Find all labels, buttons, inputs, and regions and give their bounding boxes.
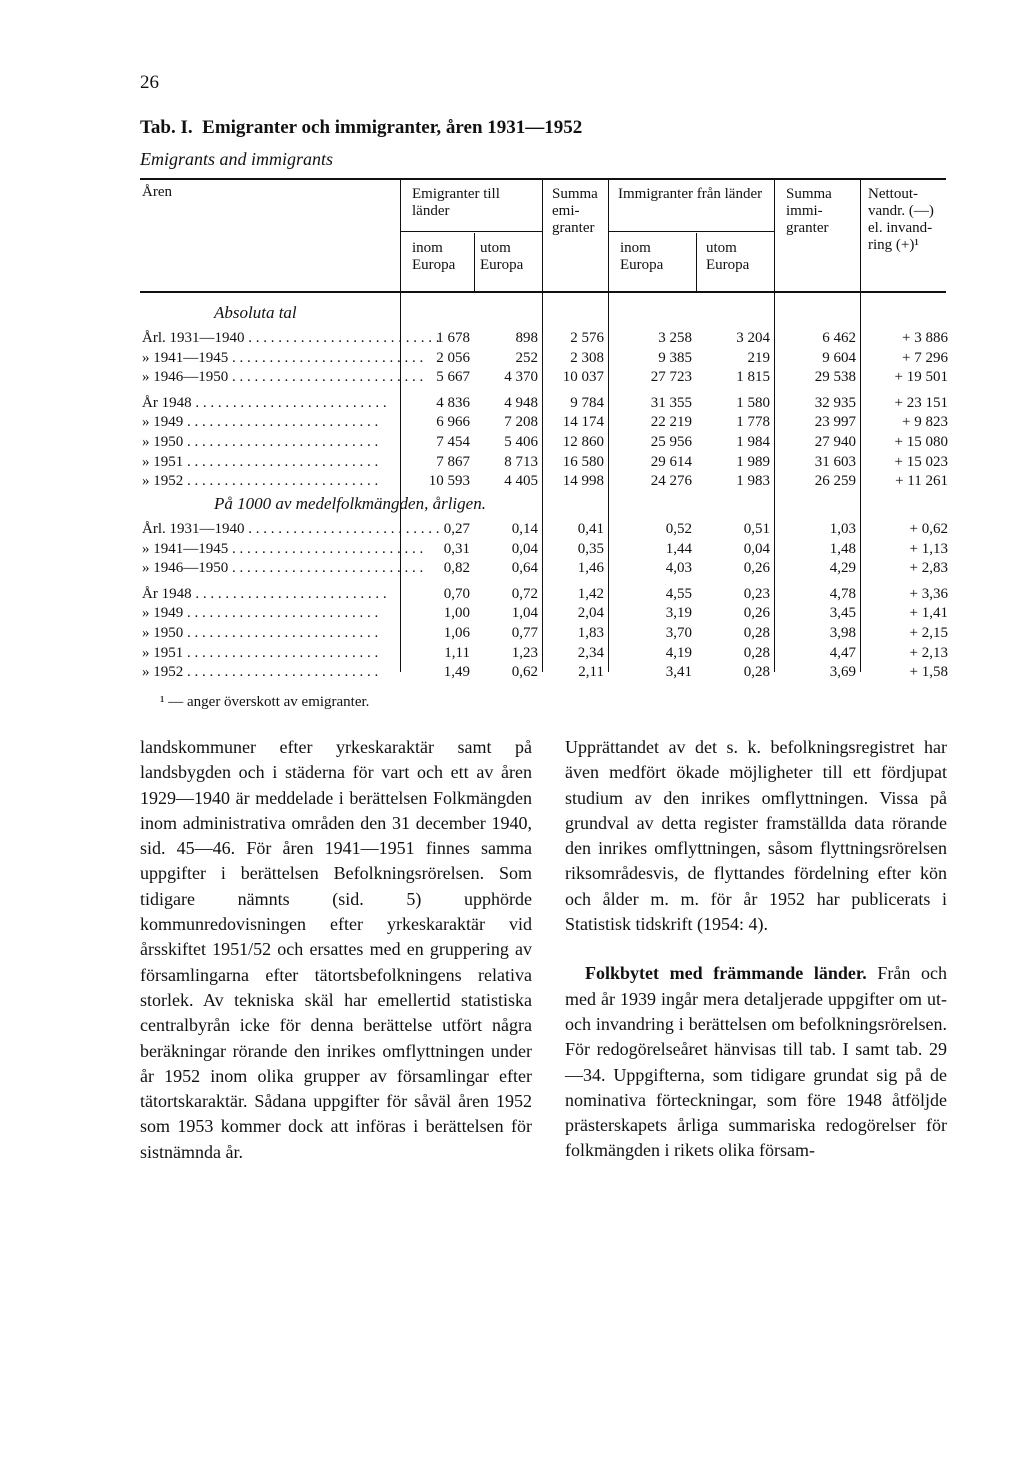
table-header-rule	[140, 291, 946, 293]
table-cell: 27 940	[814, 434, 856, 450]
table-cell: 1,49	[443, 664, 470, 681]
table-cell: 0,28	[743, 625, 770, 641]
section-label-per-1000: På 1000 av medelfolkmängden, årligen.	[214, 494, 486, 513]
table-cell: 4 836	[436, 394, 470, 411]
table-cell: 3 204	[736, 330, 770, 346]
row-label	[142, 645, 394, 662]
row-label-text: Årl. 1931—1940	[142, 521, 245, 537]
table-cell: 6 966	[436, 414, 470, 431]
header-summa-immigranter: Summa immi-granter	[786, 186, 832, 236]
header-netto: Nettout-vandr. (—) el. invand-ring (+)¹	[868, 186, 934, 253]
table-cell: + 3 886	[902, 330, 948, 346]
table-subtitle: Emigrants and immigrants	[140, 149, 334, 169]
table-cell: 4,29	[829, 560, 856, 577]
right-paragraph-2-text: Från och med år 1939 ingår mera detaljerade uppgifter om ut- och invandring i berättelsen om befolkningsrörelsen. För redogörelseåret hänvisas till tab. I samt tab. 29—34. Uppgifterna, som tidigare grundat sig på de nominativa förteckningar, som före 1948 åtföljde prästerskapets årliga summariska redogörelser för folkmängden i rikets olika försam-	[565, 963, 947, 1161]
left-paragraph: landskommuner efter yrkeskaraktär samt på landsbygden och i städerna för vart och ett av åren 1929—1940 är meddelade i berättelsen Folkmängden inom administrativa områden den 31 december 1940, sid. 45—46. För åren 1941—1951 finnes samma uppgifter i berättelsen Befolkningsrörelsen. Som tidigare nämnts (sid. 5) upphörde kommunredovisningen efter yrkeskaraktär vid årsskiftet 1951/52 och ersattes med en gruppering av församlingarna efter tätortsbefolkningens relativa storlek. Av tekniska skäl har emellertid statistiska centralbyrån icke för denna berättelse utfört några beräkningar rörande den inrikes omflyttningen under år 1952 inom olika grupper av församlingar efter tätortskaraktär. Sådana uppgifter för såväl åren 1952 som 1953 kommer dock att införas i berättelsen för sistnämnda år.	[140, 737, 532, 1162]
table-cell: 0,31	[443, 540, 470, 557]
table-cell: + 9 823	[902, 414, 948, 431]
table-cell: 0,70	[443, 585, 470, 602]
table-cell: 16 580	[562, 453, 604, 470]
row-label	[142, 625, 394, 642]
table-cell: 0,23	[743, 585, 770, 602]
right-paragraph-1: Upprättandet av det s. k. befolkningsregistret har även medfört ökade möjligheter till ett fördjupat studium av den inrikes omflyttningen. Vissa på grundval av detta register framställda data rörande den inrikes omflyttningen, såsom flyttningsrörelsen riksområdesvis, de flyttandes fördelning efter kön och ålder m. m. för år 1952 har publicerats i Statistisk tidskrift (1954: 4).	[565, 737, 947, 935]
row-label-text: År 1948	[142, 585, 192, 602]
table-cell: 2,34	[577, 644, 604, 661]
leader-dots: . . . . . . . . . . . . . . . . . . . . . . . . . .	[183, 664, 379, 681]
table-cell: 25 956	[650, 434, 692, 450]
table-cell: 10 593	[428, 473, 470, 490]
table-cell: 1,44	[665, 540, 692, 557]
row-label	[142, 605, 394, 622]
emig-group-rule	[400, 231, 542, 232]
table-cell: + 7 296	[902, 349, 948, 366]
table-cell: 3,41	[665, 664, 692, 681]
col-divider	[474, 233, 475, 291]
table-cell: 3,98	[829, 625, 856, 641]
row-label	[142, 349, 424, 367]
table-cell: + 19 501	[894, 369, 948, 386]
table-cell: 7 454	[436, 434, 470, 450]
row-label	[142, 560, 424, 577]
table-cell: 7 208	[504, 414, 538, 431]
section-heading: Folkbytet med främmande länder.	[585, 963, 867, 984]
table-cell: 0,28	[743, 664, 770, 681]
header-immig-inom: inom Europa	[620, 240, 664, 273]
table-cell: 1,06	[443, 625, 470, 641]
table-cell: 0,72	[511, 585, 538, 602]
table-cell: 9 385	[658, 349, 692, 366]
table-cell: 9 604	[822, 349, 856, 366]
table-cell: 1,04	[511, 605, 538, 622]
row-label-text: » 1952	[142, 664, 184, 681]
leader-dots: . . . . . . . . . . . . . . . . . . . . . . . . . .	[244, 330, 440, 346]
table-title	[140, 117, 582, 139]
table-cell: + 11 261	[895, 473, 948, 490]
table-cell: 0,51	[743, 521, 770, 537]
table-cell: 27 723	[650, 369, 692, 386]
left-column	[140, 735, 532, 1165]
header-emig-utom: utom Europa	[480, 240, 524, 273]
col-divider	[860, 180, 861, 672]
table-cell: 1 984	[736, 434, 770, 450]
table-cell: 3,70	[665, 625, 692, 641]
row-label	[142, 395, 394, 412]
row-label	[142, 369, 424, 386]
row-label	[142, 586, 394, 603]
table-cell: 22 219	[650, 414, 692, 431]
leader-dots: . . . . . . . . . . . . . . . . . . . . . . . . . .	[228, 349, 424, 366]
row-label	[142, 540, 424, 558]
row-label-text: » 1952	[142, 473, 184, 490]
header-immigrants-group: Immigranter från länder	[618, 186, 763, 202]
table-cell: 3 258	[658, 330, 692, 346]
row-label-text: » 1946—1950	[142, 369, 229, 386]
row-label-text: » 1950	[142, 434, 184, 450]
table-cell: 4,19	[665, 644, 692, 661]
table-cell: 0,04	[511, 540, 538, 557]
row-label-text: » 1941—1945	[142, 540, 229, 557]
row-label-text: » 1949	[142, 414, 184, 431]
leader-dots: . . . . . . . . . . . . . . . . . . . . . . . . . .	[183, 644, 379, 661]
table-cell: 0,26	[743, 605, 770, 622]
table-cell: 0,14	[511, 521, 538, 537]
table-cell: + 2,13	[909, 644, 948, 661]
header-summa-emigranter: Summa emi-granter	[552, 186, 598, 236]
immig-group-rule	[608, 231, 774, 232]
row-label-text: Årl. 1931—1940	[142, 330, 245, 346]
leader-dots: . . . . . . . . . . . . . . . . . . . . . . . . . .	[183, 414, 379, 431]
table-cell: 2 576	[570, 330, 604, 346]
table-cell: 252	[515, 349, 538, 366]
table-cell: 29 614	[650, 453, 692, 470]
table-cell: 31 603	[814, 453, 856, 470]
table-cell: 2,11	[578, 664, 604, 681]
table-cell: 4 405	[504, 473, 538, 490]
table-cell: 1,23	[511, 644, 538, 661]
table-cell: 0,62	[511, 664, 538, 681]
table-cell: 31 355	[650, 394, 692, 411]
leader-dots: . . . . . . . . . . . . . . . . . . . . . . . . . .	[228, 560, 424, 577]
table-cell: 0,41	[577, 521, 604, 537]
table-cell: 0,35	[577, 540, 604, 557]
table-cell: 3,19	[665, 605, 692, 622]
header-immig-utom: utom Europa	[706, 240, 750, 273]
table-footnote: ¹ — anger överskott av emigranter.	[160, 694, 370, 710]
header-emig-inom: inom Europa	[412, 240, 456, 273]
table-cell: 1,48	[829, 540, 856, 557]
section-label-absolute: Absoluta tal	[214, 303, 297, 322]
row-label-text: » 1946—1950	[142, 560, 229, 577]
table-cell: 1 580	[736, 394, 770, 411]
table-cell: 24 276	[650, 473, 692, 490]
row-label	[142, 473, 394, 490]
col-divider	[608, 180, 609, 672]
table-cell: 1 983	[736, 473, 770, 490]
table-cell: 3,45	[829, 605, 856, 622]
table-cell: 1,42	[577, 585, 604, 602]
table-cell: 1,11	[444, 644, 470, 661]
table-cell: 2 056	[436, 349, 470, 366]
row-label	[142, 664, 394, 681]
table-cell: 12 860	[562, 434, 604, 450]
table-cell: 6 462	[822, 330, 856, 346]
header-emigrants-group: Emigranter till länder	[412, 186, 500, 219]
table-cell: 4 370	[504, 369, 538, 386]
table-cell: + 15 023	[894, 453, 948, 470]
table-cell: 1 815	[736, 369, 770, 386]
right-paragraph-2	[565, 961, 947, 1163]
page-number: 26	[140, 72, 159, 93]
table-cell: 0,26	[743, 560, 770, 577]
right-column	[565, 735, 947, 1164]
header-years: Åren	[142, 184, 172, 200]
table-cell: 14 998	[562, 473, 604, 490]
table-cell: 26 259	[814, 473, 856, 490]
table-cell: 0,52	[665, 521, 692, 537]
row-label-text: » 1941—1945	[142, 349, 229, 366]
table-cell: 9 784	[570, 394, 604, 411]
leader-dots: . . . . . . . . . . . . . . . . . . . . . . . . . .	[183, 453, 379, 470]
table-cell: 219	[747, 349, 770, 366]
table-cell: + 2,83	[909, 560, 948, 577]
table-cell: 7 867	[436, 453, 470, 470]
row-label	[142, 330, 440, 347]
table-cell: 0,28	[743, 644, 770, 661]
table-cell: 29 538	[814, 369, 856, 386]
row-label-text: » 1949	[142, 605, 184, 622]
table-cell: 4,55	[665, 585, 692, 602]
table-cell: 1,00	[443, 605, 470, 622]
table-cell: 4,47	[829, 644, 856, 661]
table-cell: 4 948	[504, 394, 538, 411]
table-cell: 0,82	[443, 560, 470, 577]
col-divider	[774, 180, 775, 672]
leader-dots: . . . . . . . . . . . . . . . . . . . . . . . . . .	[228, 369, 424, 386]
row-label-text: » 1951	[142, 453, 184, 470]
table-cell: 10 037	[562, 369, 604, 386]
row-label	[142, 414, 394, 431]
table-cell: 1 778	[736, 414, 770, 431]
table-cell: 0,04	[743, 540, 770, 557]
table-top-rule	[140, 178, 946, 180]
table-cell: + 15 080	[894, 434, 948, 450]
row-label-text: År 1948	[142, 394, 192, 411]
table-cell: + 23 151	[894, 394, 948, 411]
leader-dots: . . . . . . . . . . . . . . . . . . . . . . . . . .	[183, 473, 379, 490]
table-cell: + 0,62	[909, 521, 948, 537]
table-cell: 23 997	[814, 414, 856, 431]
row-label-text: » 1950	[142, 625, 184, 641]
table-cell: 32 935	[814, 394, 856, 411]
row-label	[142, 434, 394, 451]
table-cell: 2 308	[570, 349, 604, 366]
table-cell: 0,64	[511, 560, 538, 577]
col-divider	[696, 233, 697, 291]
table-cell: 0,77	[511, 625, 538, 641]
table-number: Tab. I.	[140, 117, 193, 138]
table-cell: 8 713	[504, 453, 538, 470]
table-cell: 0,27	[443, 521, 470, 537]
table-cell: + 2,15	[909, 625, 948, 641]
table-cell: 1,03	[829, 521, 856, 537]
leader-dots: . . . . . . . . . . . . . . . . . . . . . . . . . .	[191, 585, 387, 602]
table-cell: + 1,41	[909, 605, 948, 622]
row-label-text: » 1951	[142, 644, 184, 661]
leader-dots: . . . . . . . . . . . . . . . . . . . . . . . . . .	[228, 540, 424, 557]
table-cell: 14 174	[562, 414, 604, 431]
table-cell: 3,69	[829, 664, 856, 681]
table-cell: 4,78	[829, 585, 856, 602]
leader-dots: . . . . . . . . . . . . . . . . . . . . . . . . . .	[244, 521, 440, 537]
leader-dots: . . . . . . . . . . . . . . . . . . . . . . . . . .	[191, 394, 387, 411]
table-cell: 4,03	[665, 560, 692, 577]
row-label	[142, 454, 394, 471]
table-cell: 1,46	[577, 560, 604, 577]
row-label	[142, 521, 440, 538]
leader-dots: . . . . . . . . . . . . . . . . . . . . . . . . . .	[183, 625, 379, 641]
leader-dots: . . . . . . . . . . . . . . . . . . . . . . . . . .	[183, 605, 379, 622]
table-cell: 5 406	[504, 434, 538, 450]
table-cell: 898	[515, 330, 538, 346]
table-cell: 2,04	[577, 605, 604, 622]
table-cell: 1 678	[436, 330, 470, 346]
leader-dots: . . . . . . . . . . . . . . . . . . . . . . . . . .	[183, 434, 379, 450]
table-cell: 5 667	[436, 369, 470, 386]
table-cell: + 1,58	[909, 664, 948, 681]
table-cell: 1 989	[736, 453, 770, 470]
table-cell: + 1,13	[909, 540, 948, 557]
table-cell: + 3,36	[909, 585, 948, 602]
table-cell: 1,83	[577, 625, 604, 641]
table-title-text: Emigranter och immigranter, åren 1931—1952	[202, 117, 583, 138]
